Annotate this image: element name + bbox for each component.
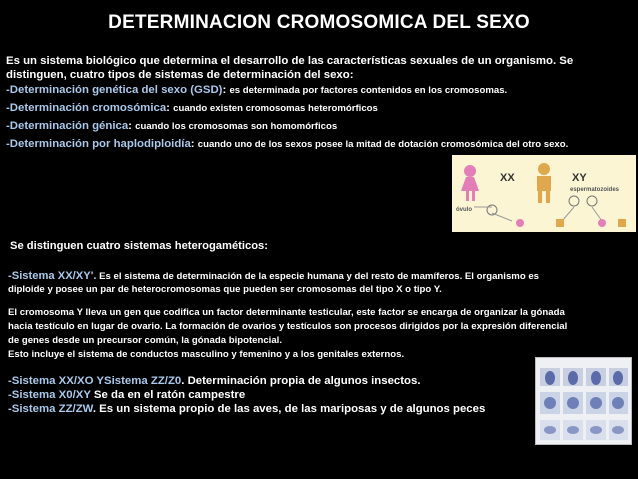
type-genica	[6, 119, 634, 134]
type-haplodiploidia-sep: :	[190, 138, 198, 150]
y-paragraph-line-2: hacia testículo en lugar de ovario. La formación de ovarios y testículos son procesos dirigidos por la expresión diferencial	[8, 321, 568, 332]
sperm-label: espermatozoides	[570, 187, 620, 193]
type-genica-label: -Determinación génica	[6, 120, 129, 132]
system-zz-zw-label: -Sistema ZZ/ZW	[8, 403, 93, 415]
xy-system-line-1	[8, 269, 636, 284]
xy-label: XY	[572, 172, 587, 184]
type-haplodiploidia	[6, 137, 634, 152]
sex-determination-figure	[452, 155, 636, 232]
system-x0-xy-desc: Se da en el ratón campestre	[90, 389, 246, 401]
type-haplodiploidia-label: -Determinación por haplodiploidía	[6, 138, 191, 150]
type-cromosomica-desc: cuando existen cromosomas heteromórficos	[173, 103, 378, 114]
system-zz-zw-desc: . Es un sistema propio de las aves, de las mariposas y de algunos peces	[92, 403, 486, 415]
female-icon	[461, 165, 479, 201]
y-paragraph-line-3: de genes desde un precursor común, la gónada bipotencial.	[8, 335, 283, 346]
type-gsd	[6, 83, 634, 98]
sex-determination-diagram	[452, 155, 636, 232]
system-xx-xo-label: -Sistema XX/XO YSistema ZZ/Z0	[8, 375, 182, 387]
type-gsd-desc: es determinada por factores contenidos en los cromosomas.	[229, 85, 508, 96]
type-cromosomica-label: -Determinación cromosómica	[6, 102, 167, 114]
xy-system-label: -Sistema XX/XY'.	[8, 270, 97, 282]
type-genica-desc: cuando los cromosomas son homomórficos	[135, 121, 338, 132]
section2-heading: Se distinguen cuatro sistemas heterogaméticos:	[10, 240, 269, 252]
offspring-icons	[516, 219, 626, 227]
type-cromosomica	[6, 101, 634, 116]
intro-line-1: Es un sistema biológico que determina el desarrollo de las características sexuales de un organismo. Se	[6, 55, 574, 67]
y-paragraph-line-1: El cromosoma Y lleva un gen que codifica un factor determinante testicular, este factor se encarga de organizar la gónada	[8, 307, 565, 318]
intro-line-2: distinguen, cuatro tipos de sistemas de determinación del sexo:	[6, 69, 354, 81]
xy-system-line-2: diploide y posee un par de heterocromosomas que pueden ser cromosomas del tipo X o tipo Y.	[8, 284, 442, 295]
type-genica-sep: :	[128, 120, 136, 132]
embryo-grid-image	[536, 358, 631, 444]
embryo-development-figure	[535, 357, 632, 445]
male-icon	[537, 163, 551, 203]
y-paragraph-line-4: Esto incluye el sistema de conductos masculino y femenino y a los genitales externos.	[8, 349, 405, 360]
type-gsd-label: -Determinación genética del sexo (GSD)	[6, 84, 223, 96]
type-haplodiploidia-desc: cuando uno de los sexos posee la mitad de dotación cromosómica del otro sexo.	[197, 139, 569, 150]
system-xx-xo-desc: . Determinación propia de algunos insectos.	[181, 375, 421, 387]
type-gsd-sep: :	[222, 84, 230, 96]
xx-label: XX	[500, 172, 515, 184]
xy-system-desc: Es el sistema de determinación de la especie humana y del resto de mamíferos. El organismo es	[96, 271, 540, 282]
type-cromosomica-sep: :	[166, 102, 174, 114]
system-x0-xy-label: -Sistema X0/XY	[8, 389, 91, 401]
ovum-label: óvulo	[456, 207, 472, 213]
page-title: DETERMINACION CROMOSOMICA DEL SEXO	[108, 12, 530, 33]
